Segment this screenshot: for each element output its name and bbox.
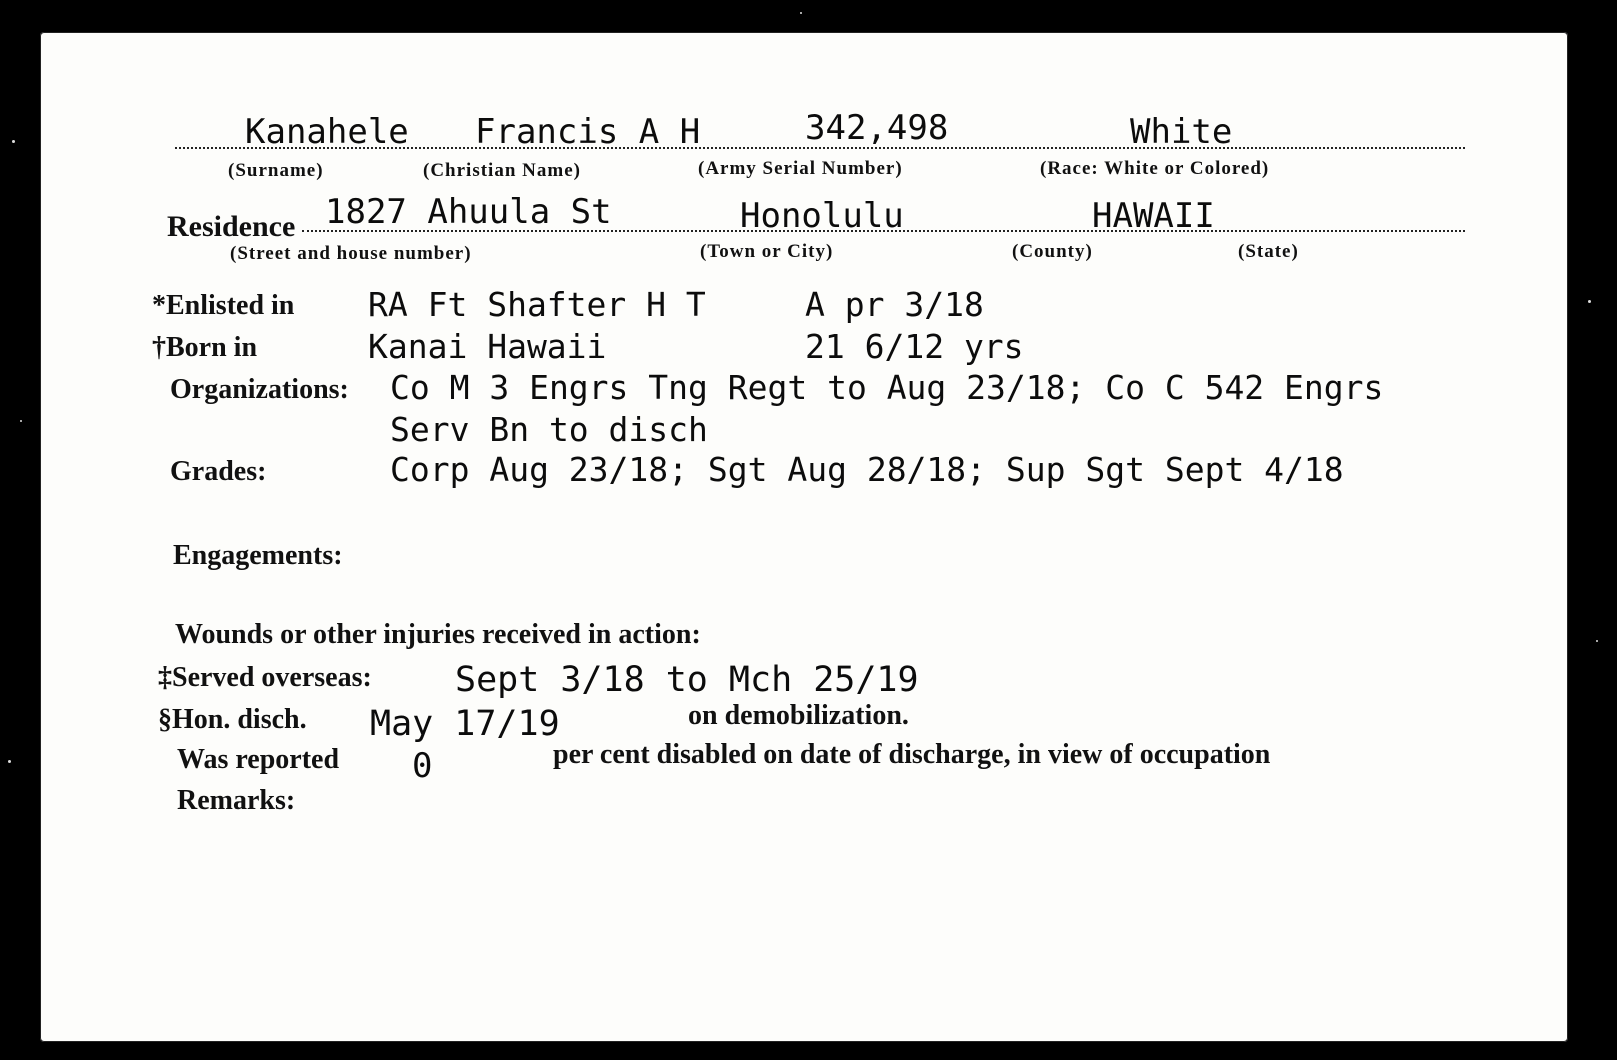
discharge-date-value: May 17/19 bbox=[370, 704, 560, 744]
city-caption: (Town or City) bbox=[700, 241, 834, 262]
served-overseas-value: Sept 3/18 to Mch 25/19 bbox=[455, 660, 919, 700]
disability-suffix: per cent disabled on date of discharge, in view of occupation bbox=[553, 739, 1271, 770]
residence-street-value: 1827 Ahuula St bbox=[325, 192, 612, 232]
discharge-suffix: on demobilization. bbox=[688, 700, 909, 731]
disability-label: Was reported bbox=[177, 744, 340, 775]
engagements-label: Engagements: bbox=[173, 540, 343, 571]
scan-noise bbox=[8, 760, 11, 763]
race-value: White bbox=[1130, 112, 1233, 152]
grades-label: Grades: bbox=[170, 456, 267, 487]
organizations-line2-value: Serv Bn to disch bbox=[390, 410, 708, 449]
residence-label: Residence bbox=[167, 210, 296, 243]
serial-number-value: 342,498 bbox=[805, 108, 949, 148]
born-place-value: Kanai Hawaii bbox=[368, 327, 607, 366]
serial-number-caption: (Army Serial Number) bbox=[698, 158, 903, 179]
scan-noise bbox=[1596, 640, 1598, 642]
born-age-value: 21 6/12 yrs bbox=[805, 327, 1024, 366]
residence-city-value: Honolulu bbox=[740, 196, 904, 236]
discharge-label: §Hon. disch. bbox=[158, 704, 307, 735]
county-caption: (County) bbox=[1012, 241, 1093, 262]
scan-noise bbox=[800, 12, 802, 14]
born-label: †Born in bbox=[152, 332, 258, 363]
enlisted-label: *Enlisted in bbox=[152, 290, 295, 321]
race-caption: (Race: White or Colored) bbox=[1040, 158, 1270, 179]
christian-name-value: Francis A H bbox=[475, 112, 701, 152]
christian-name-caption: (Christian Name) bbox=[423, 160, 581, 181]
grades-value: Corp Aug 23/18; Sgt Aug 28/18; Sup Sgt Sept 4/18 bbox=[390, 450, 1344, 489]
enlisted-place-value: RA Ft Shafter H T bbox=[368, 285, 706, 324]
organizations-line1-value: Co M 3 Engrs Tng Regt to Aug 23/18; Co C 542 Engrs bbox=[390, 368, 1384, 407]
scan-noise bbox=[1588, 300, 1591, 303]
surname-value: Kanahele bbox=[245, 112, 409, 152]
remarks-label: Remarks: bbox=[177, 785, 296, 816]
wounds-label: Wounds or other injuries received in action: bbox=[175, 619, 701, 650]
organizations-label: Organizations: bbox=[170, 374, 349, 405]
served-overseas-label: ‡Served overseas: bbox=[158, 662, 372, 693]
disability-value: 0 bbox=[412, 746, 433, 786]
street-caption: (Street and house number) bbox=[230, 243, 472, 264]
service-record-card bbox=[40, 32, 1568, 1042]
state-caption: (State) bbox=[1238, 241, 1299, 262]
surname-caption: (Surname) bbox=[228, 160, 324, 181]
enlisted-date-value: A pr 3/18 bbox=[805, 285, 984, 324]
residence-state-value: HAWAII bbox=[1092, 196, 1215, 236]
scan-noise bbox=[12, 140, 15, 143]
scan-noise bbox=[20, 420, 22, 422]
